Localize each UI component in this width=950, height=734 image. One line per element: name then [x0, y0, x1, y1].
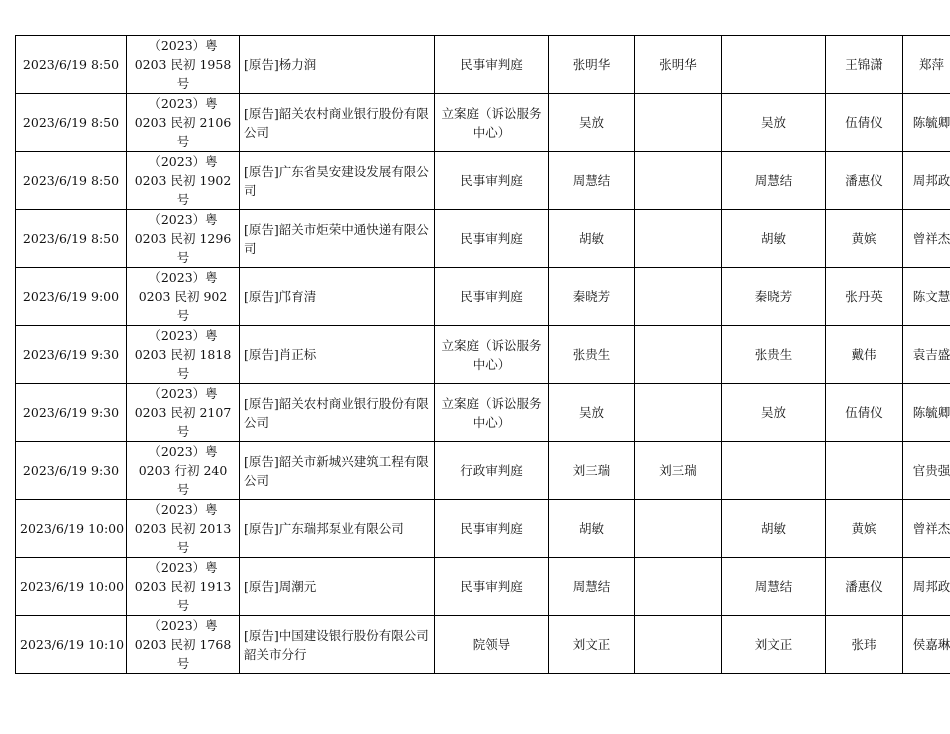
- judge-name-cell: [549, 384, 635, 442]
- party-name: [原告]广东瑞邦泵业有限公司: [244, 521, 404, 536]
- presiding-judge-cell: [635, 36, 722, 94]
- presiding-judge: 张明华: [659, 57, 697, 72]
- undertaking-judge-cell: [722, 616, 826, 674]
- clerk-name-cell: [826, 94, 903, 152]
- undertaking-judge-cell: [722, 384, 826, 442]
- clerk-name-cell: [826, 268, 903, 326]
- table-row: [16, 500, 950, 558]
- court-division-cell: [435, 326, 549, 384]
- table-row: [16, 210, 950, 268]
- undertaking-judge: 张贵生: [754, 347, 793, 362]
- judge-name: 吴放: [578, 405, 604, 420]
- party-name-cell: [240, 500, 435, 558]
- assistant-name: 陈文慧: [912, 289, 950, 304]
- hearing-time-cell: [16, 616, 127, 674]
- undertaking-judge-cell: [722, 94, 826, 152]
- court-division: 民事审判庭: [460, 231, 523, 246]
- case-number: （2023）粤 0203 民初 2106 号: [134, 96, 232, 149]
- hearing-time-cell: [16, 442, 127, 500]
- clerk-name-cell: [826, 210, 903, 268]
- assistant-name-cell: [903, 36, 950, 94]
- hearing-time-cell: [16, 500, 127, 558]
- judge-name: 刘三瑞: [572, 463, 611, 478]
- hearing-schedule-table: [15, 35, 950, 674]
- hearing-time: 2023/6/19 8:50: [22, 231, 120, 246]
- party-name-cell: [240, 326, 435, 384]
- undertaking-judge: 刘文正: [754, 637, 793, 652]
- hearing-time: 2023/6/19 9:30: [22, 463, 120, 478]
- undertaking-judge-cell: [722, 558, 826, 616]
- case-number: （2023）粤 0203 民初 1913 号: [134, 560, 232, 613]
- assistant-name: 侯嘉琳: [912, 637, 950, 652]
- case-number-cell: [127, 94, 240, 152]
- case-number: （2023）粤 0203 民初 1768 号: [134, 618, 232, 671]
- court-division-cell: [435, 268, 549, 326]
- table-row: [16, 36, 950, 94]
- party-name-cell: [240, 152, 435, 210]
- hearing-time-cell: [16, 36, 127, 94]
- clerk-name: 潘惠仪: [845, 579, 883, 594]
- court-division: 立案庭（诉讼服务中心）: [441, 337, 542, 372]
- court-division-cell: [435, 36, 549, 94]
- assistant-name: 曾祥杰: [912, 231, 950, 246]
- judge-name-cell: [549, 442, 635, 500]
- judge-name: 周慧结: [572, 173, 611, 188]
- hearing-time-cell: [16, 326, 127, 384]
- court-division: 民事审判庭: [460, 57, 523, 72]
- hearing-time: 2023/6/19 10:00: [20, 521, 125, 536]
- party-name: [原告]肖正标: [244, 347, 317, 362]
- judge-name: 秦晓芳: [572, 289, 611, 304]
- judge-name: 胡敏: [578, 521, 604, 536]
- undertaking-judge-cell: [722, 210, 826, 268]
- table-row: [16, 268, 950, 326]
- undertaking-judge: 胡敏: [760, 231, 786, 246]
- case-number: （2023）粤 0203 民初 1818 号: [134, 328, 232, 381]
- party-name-cell: [240, 558, 435, 616]
- hearing-time: 2023/6/19 8:50: [22, 57, 120, 72]
- assistant-name-cell: [903, 152, 950, 210]
- undertaking-judge-cell: [722, 36, 826, 94]
- case-number-cell: [127, 210, 240, 268]
- judge-name-cell: [549, 558, 635, 616]
- clerk-name: 张丹英: [845, 289, 883, 304]
- presiding-judge-cell: [635, 616, 722, 674]
- judge-name-cell: [549, 94, 635, 152]
- court-division-cell: [435, 384, 549, 442]
- court-division: 立案庭（诉讼服务中心）: [441, 395, 542, 430]
- judge-name-cell: [549, 616, 635, 674]
- assistant-name: 官贵强: [912, 463, 950, 478]
- hearing-time: 2023/6/19 10:00: [20, 579, 125, 594]
- judge-name-cell: [549, 36, 635, 94]
- judge-name-cell: [549, 326, 635, 384]
- hearing-time: 2023/6/19 9:30: [22, 405, 120, 420]
- clerk-name-cell: [826, 558, 903, 616]
- hearing-time-cell: [16, 268, 127, 326]
- presiding-judge: 刘三瑞: [659, 463, 697, 478]
- judge-name: 胡敏: [578, 231, 604, 246]
- court-division: 民事审判庭: [460, 521, 523, 536]
- undertaking-judge-cell: [722, 268, 826, 326]
- party-name-cell: [240, 616, 435, 674]
- party-name-cell: [240, 36, 435, 94]
- party-name: [原告]韶关市炬荣中通快递有限公司: [244, 221, 429, 256]
- judge-name: 吴放: [578, 115, 604, 130]
- party-name: [原告]韶关农村商业银行股份有限公司: [244, 105, 429, 140]
- case-number-cell: [127, 500, 240, 558]
- clerk-name: 张玮: [851, 637, 877, 652]
- case-number-cell: [127, 442, 240, 500]
- undertaking-judge-cell: [722, 442, 826, 500]
- clerk-name: 伍倩仪: [845, 405, 883, 420]
- clerk-name: 黄嫔: [851, 231, 877, 246]
- presiding-judge-cell: [635, 558, 722, 616]
- undertaking-judge: 周慧结: [754, 579, 793, 594]
- table-row: [16, 384, 950, 442]
- party-name: [原告]韶关市新城兴建筑工程有限公司: [244, 453, 429, 488]
- case-number-cell: [127, 616, 240, 674]
- undertaking-judge: 吴放: [760, 115, 786, 130]
- assistant-name-cell: [903, 210, 950, 268]
- clerk-name-cell: [826, 326, 903, 384]
- party-name: [原告]邝育清: [244, 289, 317, 304]
- assistant-name-cell: [903, 500, 950, 558]
- case-number-cell: [127, 268, 240, 326]
- assistant-name: 陈毓卿: [912, 115, 950, 130]
- judge-name-cell: [549, 268, 635, 326]
- clerk-name: 黄嫔: [851, 521, 877, 536]
- court-division-cell: [435, 616, 549, 674]
- presiding-judge-cell: [635, 326, 722, 384]
- party-name-cell: [240, 268, 435, 326]
- assistant-name: 郑萍: [918, 57, 944, 72]
- hearing-time-cell: [16, 558, 127, 616]
- hearing-time: 2023/6/19 10:10: [20, 637, 125, 652]
- clerk-name: 潘惠仪: [845, 173, 883, 188]
- presiding-judge-cell: [635, 384, 722, 442]
- party-name: [原告]中国建设银行股份有限公司韶关市分行: [244, 627, 429, 662]
- court-division: 院领导: [472, 637, 511, 652]
- table-row: [16, 558, 950, 616]
- hearing-time: 2023/6/19 8:50: [22, 173, 120, 188]
- clerk-name: 戴伟: [851, 347, 877, 362]
- clerk-name: 伍倩仪: [845, 115, 883, 130]
- court-division-cell: [435, 558, 549, 616]
- case-number: （2023）粤 0203 民初 1958 号: [134, 38, 232, 91]
- assistant-name-cell: [903, 558, 950, 616]
- presiding-judge-cell: [635, 94, 722, 152]
- presiding-judge-cell: [635, 442, 722, 500]
- assistant-name: 陈毓卿: [912, 405, 950, 420]
- assistant-name-cell: [903, 268, 950, 326]
- court-division: 立案庭（诉讼服务中心）: [441, 105, 542, 140]
- presiding-judge-cell: [635, 152, 722, 210]
- clerk-name-cell: [826, 500, 903, 558]
- undertaking-judge: 秦晓芳: [754, 289, 793, 304]
- party-name: [原告]韶关农村商业银行股份有限公司: [244, 395, 429, 430]
- table-row: [16, 616, 950, 674]
- judge-name: 张贵生: [572, 347, 611, 362]
- hearing-time-cell: [16, 152, 127, 210]
- undertaking-judge: 周慧结: [754, 173, 793, 188]
- case-number: （2023）粤 0203 民初 2013 号: [134, 502, 232, 555]
- assistant-name: 袁吉盛: [912, 347, 950, 362]
- party-name-cell: [240, 384, 435, 442]
- clerk-name-cell: [826, 36, 903, 94]
- assistant-name: 周邦政: [912, 579, 950, 594]
- court-division-cell: [435, 152, 549, 210]
- hearing-time-cell: [16, 210, 127, 268]
- case-number-cell: [127, 326, 240, 384]
- assistant-name: 曾祥杰: [912, 521, 950, 536]
- clerk-name-cell: [826, 442, 903, 500]
- table-row: [16, 152, 950, 210]
- presiding-judge-cell: [635, 268, 722, 326]
- judge-name: 张明华: [572, 57, 611, 72]
- undertaking-judge-cell: [722, 500, 826, 558]
- hearing-time-cell: [16, 384, 127, 442]
- clerk-name-cell: [826, 384, 903, 442]
- hearing-time-cell: [16, 94, 127, 152]
- court-division: 行政审判庭: [460, 463, 523, 478]
- judge-name: 周慧结: [572, 579, 611, 594]
- case-number: （2023）粤 0203 民初 902 号: [138, 270, 228, 323]
- undertaking-judge: 胡敏: [760, 521, 786, 536]
- hearing-time: 2023/6/19 8:50: [22, 115, 120, 130]
- court-division-cell: [435, 442, 549, 500]
- court-division: 民事审判庭: [460, 173, 523, 188]
- court-division-cell: [435, 210, 549, 268]
- hearing-time: 2023/6/19 9:00: [22, 289, 120, 304]
- party-name: [原告]杨力润: [244, 57, 317, 72]
- presiding-judge-cell: [635, 500, 722, 558]
- undertaking-judge-cell: [722, 152, 826, 210]
- court-division: 民事审判庭: [460, 579, 523, 594]
- party-name: [原告]广东省昊安建设发展有限公司: [244, 163, 429, 198]
- case-number-cell: [127, 36, 240, 94]
- table-row: [16, 442, 950, 500]
- undertaking-judge-cell: [722, 326, 826, 384]
- assistant-name-cell: [903, 326, 950, 384]
- assistant-name-cell: [903, 442, 950, 500]
- assistant-name-cell: [903, 94, 950, 152]
- assistant-name-cell: [903, 384, 950, 442]
- case-number-cell: [127, 152, 240, 210]
- judge-name-cell: [549, 152, 635, 210]
- clerk-name-cell: [826, 616, 903, 674]
- table-row: [16, 326, 950, 384]
- case-number: （2023）粤 0203 民初 1296 号: [134, 212, 232, 265]
- party-name-cell: [240, 210, 435, 268]
- court-division-cell: [435, 500, 549, 558]
- hearing-time: 2023/6/19 9:30: [22, 347, 120, 362]
- case-number: （2023）粤 0203 民初 1902 号: [134, 154, 232, 207]
- clerk-name: 王锦潇: [845, 57, 883, 72]
- case-number-cell: [127, 384, 240, 442]
- clerk-name-cell: [826, 152, 903, 210]
- assistant-name-cell: [903, 616, 950, 674]
- judge-name-cell: [549, 210, 635, 268]
- party-name-cell: [240, 94, 435, 152]
- case-number-cell: [127, 558, 240, 616]
- judge-name-cell: [549, 500, 635, 558]
- presiding-judge-cell: [635, 210, 722, 268]
- court-division-cell: [435, 94, 549, 152]
- table-row: [16, 94, 950, 152]
- court-division: 民事审判庭: [460, 289, 523, 304]
- undertaking-judge: 吴放: [760, 405, 786, 420]
- party-name-cell: [240, 442, 435, 500]
- case-number: （2023）粤 0203 行初 240 号: [138, 444, 228, 497]
- judge-name: 刘文正: [572, 637, 611, 652]
- assistant-name: 周邦政: [912, 173, 950, 188]
- schedule-rows: [16, 36, 950, 674]
- case-number: （2023）粤 0203 民初 2107 号: [134, 386, 232, 439]
- party-name: [原告]周潮元: [244, 579, 317, 594]
